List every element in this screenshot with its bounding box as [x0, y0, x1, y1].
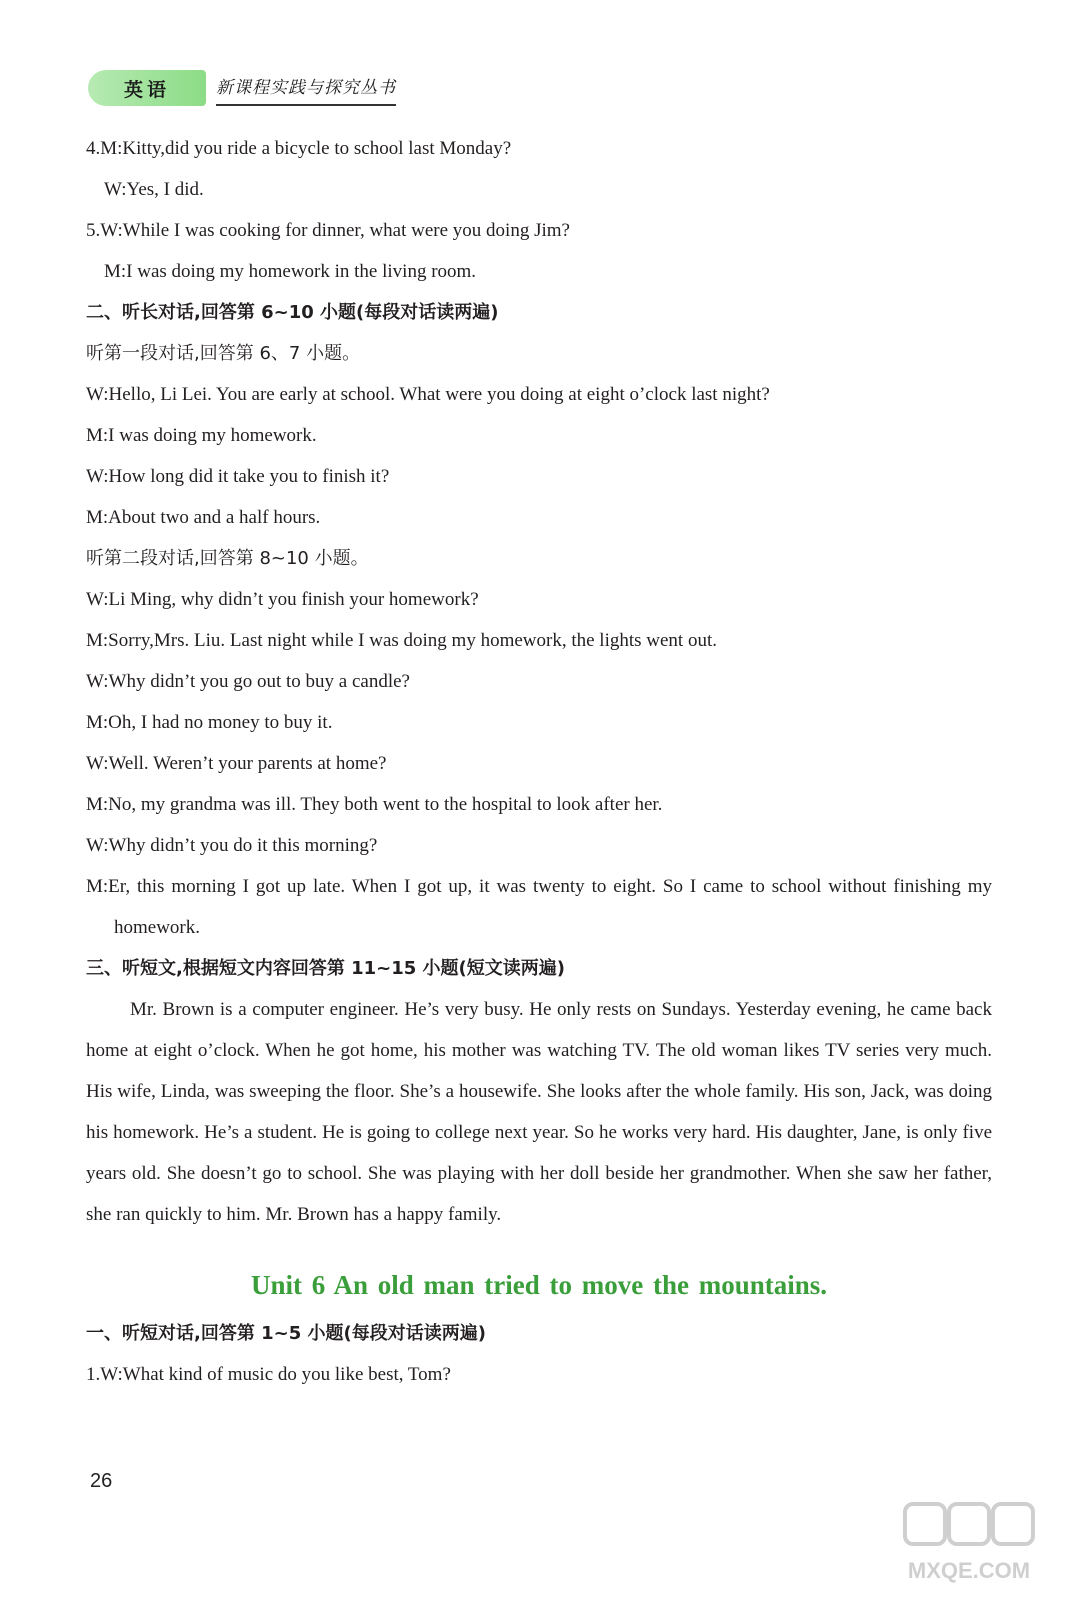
dialog-line-q4-m: 4.M:Kitty,did you ride a bicycle to school last Monday?: [86, 138, 512, 159]
dialog-2-line: M:Sorry,Mrs. Liu. Last night while I was doing my homework, the lights went out.: [86, 630, 717, 651]
unit-title: Unit 6 An old man tried to move the mountains.: [250, 1270, 828, 1300]
dialog-2-label: 听第二段对话,回答第 8~10 小题。: [86, 548, 369, 569]
watermark-logo-icon: [899, 1498, 1039, 1590]
page-number: 26: [90, 1470, 113, 1492]
dialog-1-line: W:How long did it take you to finish it?: [86, 466, 390, 487]
watermark-text: MXQE.COM: [907, 1558, 1031, 1583]
listening-passage: Mr. Brown is a computer engineer. He’s very busy. He only rests on Sundays. Yesterday evening, he came back home at eight o’clock. When he got home, his mother was watching TV. The old woman likes TV series very much. His wife, Linda, was sweeping the floor. She’s a housewife. She looks after the whole family. His son, Jack, was doing his homework. He’s a student. He is going to college next year. So he works very hard. His daughter, Jane, is only five years old. She doesn’t go to school. She was playing with her doll beside her grandmother. When she saw her father, she ran quickly to him. Mr. Brown has a happy family.: [86, 999, 992, 1225]
page-header: [88, 66, 396, 106]
dialog-2-line: W:Why didn’t you go out to buy a candle?: [86, 671, 410, 692]
dialog-line-q5-w: 5.W:While I was cooking for dinner, what were you doing Jim?: [86, 220, 570, 241]
section-2-heading: 二、听长对话,回答第 6~10 小题(每段对话读两遍): [86, 302, 499, 323]
page-content: [86, 128, 992, 1395]
dialog-2-line: M:No, my grandma was ill. They both went to the hospital to look after her.: [86, 794, 663, 815]
dialog-line-u6-q1: 1.W:What kind of music do you like best, Tom?: [86, 1364, 451, 1385]
dialog-line-q5-m: M:I was doing my homework in the living room.: [104, 261, 477, 282]
dialog-line-q4-w: W:Yes, I did.: [104, 179, 204, 200]
dialog-2-line: W:Well. Weren’t your parents at home?: [86, 753, 387, 774]
section-3-heading: 三、听短文,根据短文内容回答第 11~15 小题(短文读两遍): [86, 958, 566, 979]
series-title: 新课程实践与探究丛书: [216, 73, 396, 106]
subject-badge: 英语: [88, 70, 206, 106]
dialog-1-line: W:Hello, Li Lei. You are early at school. What were you doing at eight o’clock last night?: [86, 384, 770, 405]
dialog-2-line: W:Why didn’t you do it this morning?: [86, 835, 378, 856]
unit-6-section-1-heading: 一、听短对话,回答第 1~5 小题(每段对话读两遍): [86, 1323, 486, 1344]
dialog-1-line: M:About two and a half hours.: [86, 507, 321, 528]
dialog-2-line-long: M:Er, this morning I got up late. When I got up, it was twenty to eight. So I came to school without finishing my homework.: [86, 876, 992, 938]
dialog-2-line: M:Oh, I had no money to buy it.: [86, 712, 333, 733]
dialog-1-label: 听第一段对话,回答第 6、7 小题。: [86, 343, 361, 364]
dialog-2-line: W:Li Ming, why didn’t you finish your homework?: [86, 589, 479, 610]
dialog-1-line: M:I was doing my homework.: [86, 425, 317, 446]
